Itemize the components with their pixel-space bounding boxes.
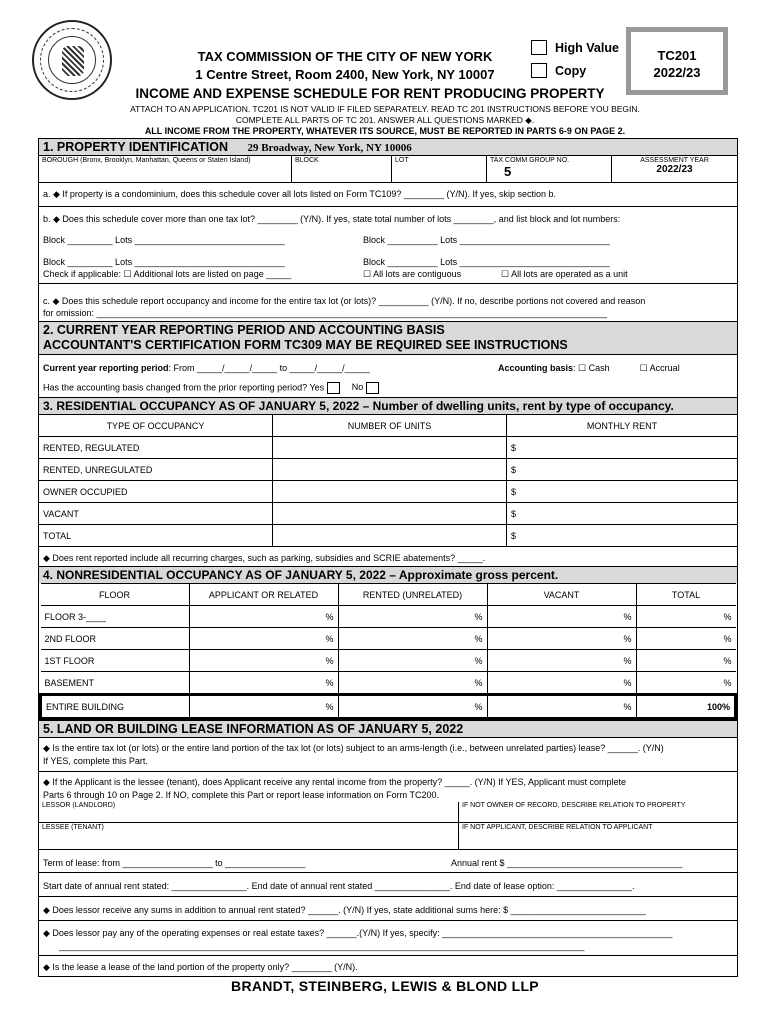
- table-header: NUMBER OF UNITS: [273, 415, 507, 437]
- copy-checkbox[interactable]: Copy: [531, 63, 586, 78]
- group-field[interactable]: TAX COMM GROUP NO. 5: [487, 156, 612, 182]
- rent-field[interactable]: $: [507, 525, 738, 547]
- table-row: OWNER OCCUPIED $: [39, 481, 737, 503]
- omission-field[interactable]: for omission: ______________________________________________________________________________________________________: [43, 308, 608, 318]
- pct-field[interactable]: %: [636, 628, 736, 650]
- table-row: RENTED, REGULATED $: [39, 437, 737, 459]
- assessment-year-field[interactable]: ASSESSMENT YEAR 2022/23: [612, 156, 737, 182]
- instructions-note: ATTACH TO AN APPLICATION. TC201 IS NOT VALID IF FILED SEPARATELY. READ TC 201 INSTRUCTIONS BEFORE YOU BEGIN.: [130, 104, 640, 114]
- table-row: VACANT $: [39, 503, 737, 525]
- pct-field[interactable]: %: [636, 672, 736, 695]
- checkbox-icon: [531, 40, 547, 55]
- lease-term-row: [39, 849, 737, 872]
- rent-field[interactable]: $: [507, 437, 738, 459]
- pct-field[interactable]: %: [189, 695, 338, 719]
- lessor-relation-field[interactable]: IF NOT OWNER OF RECORD, DESCRIBE RELATION TO PROPERTY: [462, 802, 686, 809]
- residential-occupancy-table: [39, 414, 737, 546]
- contiguous-checkbox[interactable]: ☐ All lots are contiguous: [363, 269, 462, 279]
- lease-dates-row[interactable]: Start date of annual rent stated: _______________. End date of annual rent stated _______________. End date of lease option: _______________.: [39, 872, 737, 896]
- page-title: INCOME AND EXPENSE SCHEDULE FOR RENT PRODUCING PROPERTY: [135, 86, 605, 101]
- units-field[interactable]: [273, 437, 507, 459]
- accounting-basis-label: Accounting basis: [498, 363, 574, 373]
- form-body: [38, 138, 738, 977]
- agency-name: TAX COMMISSION OF THE CITY OF NEW YORK: [197, 49, 493, 64]
- units-field[interactable]: [273, 481, 507, 503]
- units-field[interactable]: [273, 459, 507, 481]
- form-id: TC201: [657, 48, 697, 63]
- checkbox-icon: [531, 63, 547, 78]
- no-checkbox[interactable]: [366, 382, 379, 394]
- pct-field[interactable]: %: [338, 672, 487, 695]
- rent-field[interactable]: $: [507, 503, 738, 525]
- instructions-note: COMPLETE ALL PARTS OF TC 201. ANSWER ALL QUESTIONS MARKED ◆.: [235, 115, 535, 125]
- basis-changed-row: Has the accounting basis changed from the prior reporting period? Yes No: [39, 376, 737, 397]
- high-value-checkbox[interactable]: High Value: [531, 40, 619, 55]
- operating-expenses-question: ◆ Does lessor pay any of the operating expenses or real estate taxes? ______.(Y/N) If yes, specify: ______________________________________________ _________________________________________________________________________________________________________: [39, 920, 737, 955]
- question-1c[interactable]: c. ◆ Does this schedule report occupancy and income for the entire tax lot (or lots)? __________ (Y/N). If no, describe portions not covered and reason: [43, 296, 646, 306]
- firm-footer: BRANDT, STEINBERG, LEWIS & BLOND LLP: [231, 978, 539, 994]
- table-header: TYPE OF OCCUPANCY: [39, 415, 273, 437]
- table-row: 1ST FLOOR % % % %: [41, 650, 736, 672]
- table-header: FLOOR: [41, 584, 190, 606]
- operated-as-unit-checkbox[interactable]: ☐ All lots are operated as a unit: [501, 269, 628, 279]
- pct-field[interactable]: %: [487, 606, 636, 628]
- units-field[interactable]: [273, 525, 507, 547]
- additional-sums-question[interactable]: ◆ Does lessor receive any sums in addition to annual rent stated? ______. (Y/N) If yes, state additional sums here: $ ___________________________: [39, 896, 737, 920]
- agency-address: 1 Centre Street, Room 2400, New York, NY 10007: [195, 67, 495, 82]
- pct-field[interactable]: %: [189, 628, 338, 650]
- form-year: 2022/23: [653, 65, 701, 80]
- table-row: RENTED, UNREGULATED $: [39, 459, 737, 481]
- nonresidential-occupancy-table: [39, 583, 737, 720]
- table-header: RENTED (UNRELATED): [338, 584, 487, 606]
- table-row-entire-building: ENTIRE BUILDING % % % 100%: [41, 695, 736, 719]
- reporting-period-label: Current year reporting period: [43, 363, 169, 373]
- total-pct-value: 100%: [636, 695, 736, 719]
- lease-question-1: ◆ Is the entire tax lot (or lots) or the entire land portion of the tax lot (or lots) subject to an arms-length (i.e., between unrelated parties) lease? ______. (Y/N) If YES, complete this Part.: [39, 737, 737, 771]
- units-field[interactable]: [273, 503, 507, 525]
- group-value: 5: [504, 164, 512, 179]
- section-3-header: 3. RESIDENTIAL OCCUPANCY AS OF JANUARY 5, 2022 – Number of dwelling units, rent by type of occupancy.: [39, 397, 737, 414]
- pct-field[interactable]: %: [189, 672, 338, 695]
- pct-field[interactable]: %: [338, 650, 487, 672]
- pct-field[interactable]: %: [338, 695, 487, 719]
- form-header: [160, 48, 530, 84]
- block-field[interactable]: BLOCK: [292, 156, 392, 182]
- section-1-header: 1. PROPERTY IDENTIFICATION 29 Broadway, New York, NY 10006: [39, 139, 737, 155]
- table-header: TOTAL: [636, 584, 736, 606]
- pct-field[interactable]: %: [636, 606, 736, 628]
- reporting-period-row: [39, 354, 737, 376]
- section-5-header: 5. LAND OR BUILDING LEASE INFORMATION AS OF JANUARY 5, 2022: [39, 720, 737, 737]
- lessor-field[interactable]: LESSOR (LANDLORD): [39, 802, 459, 822]
- form-id-box: [626, 27, 728, 95]
- assessment-year-value: 2022/23: [656, 164, 693, 175]
- block-lot-line[interactable]: Block _________ Lots ______________________________: [43, 257, 285, 267]
- pct-field[interactable]: %: [189, 606, 338, 628]
- pct-field[interactable]: %: [338, 606, 487, 628]
- table-row: FLOOR 3-____ % % % %: [41, 606, 736, 628]
- property-id-row: [39, 155, 737, 182]
- pct-field[interactable]: %: [636, 650, 736, 672]
- question-1a[interactable]: a. ◆ If property is a condominium, does this schedule cover all lots listed on Form TC109? ________ (Y/N). If yes, skip section b.: [39, 182, 737, 206]
- lease-term-field[interactable]: Term of lease: from __________________ to ________________: [43, 858, 306, 868]
- lease-question-2: ◆ If the Applicant is the lessee (tenant), does Applicant receive any rental income from the property? _____. (Y/N) If YES, Applicant must complete Parts 6 through 10 on Page 2. If NO, complete this Part or report lease information on Form TC200.: [39, 771, 737, 802]
- section-4-header: 4. NONRESIDENTIAL OCCUPANCY AS OF JANUARY 5, 2022 – Approximate gross percent.: [39, 566, 737, 583]
- question-1c-group: [39, 283, 737, 321]
- question-1b[interactable]: b. ◆ Does this schedule cover more than one tax lot? ________ (Y/N). If yes, state total number of lots ________, and list block and lot numbers:: [43, 214, 621, 224]
- lessee-row: [39, 822, 737, 849]
- lot-field[interactable]: LOT: [392, 156, 487, 182]
- additional-lots-checkbox[interactable]: Check if applicable: ☐ Additional lots are listed on page _____: [43, 269, 292, 279]
- reporting-period-field[interactable]: : From _____/_____/_____ to _____/_____/_____: [168, 363, 370, 373]
- table-row: BASEMENT % % % %: [41, 672, 736, 695]
- yes-checkbox[interactable]: [327, 382, 340, 394]
- table-row: 2ND FLOOR % % % %: [41, 628, 736, 650]
- rent-field[interactable]: $: [507, 481, 738, 503]
- question-1b-group: [39, 206, 737, 283]
- instructions-note-bold: ALL INCOME FROM THE PROPERTY, WHATEVER ITS SOURCE, MUST BE REPORTED IN PARTS 6-9 ON PAGE 2.: [144, 126, 626, 136]
- lessor-row: [39, 802, 737, 822]
- table-header: MONTHLY RENT: [507, 415, 738, 437]
- section-2-header: 2. CURRENT YEAR REPORTING PERIOD AND ACCOUNTING BASIS ACCOUNTANT'S CERTIFICATION FORM TC309 MAY BE REQUIRED SEE INSTRUCTIONS: [39, 321, 737, 354]
- accrual-checkbox[interactable]: ☐ Accrual: [639, 363, 680, 373]
- pct-field[interactable]: %: [487, 695, 636, 719]
- block-lot-line[interactable]: Block __________ Lots ______________________________: [363, 257, 610, 267]
- borough-field[interactable]: BOROUGH (Bronx, Brooklyn, Manhattan, Queens or Staten Island): [39, 156, 292, 182]
- pct-field[interactable]: %: [487, 672, 636, 695]
- pct-field[interactable]: %: [338, 628, 487, 650]
- recurring-charges-question[interactable]: ◆ Does rent reported include all recurring charges, such as parking, subsidies and SCRIE abatements? _____.: [39, 546, 737, 566]
- annual-rent-field[interactable]: Annual rent $ ___________________________________: [451, 858, 683, 868]
- table-header: VACANT: [487, 584, 636, 606]
- property-address-value: 29 Broadway, New York, NY 10006: [247, 142, 412, 154]
- rent-field[interactable]: $: [507, 459, 738, 481]
- pct-field[interactable]: %: [487, 650, 636, 672]
- block-lot-line[interactable]: Block __________ Lots ______________________________: [363, 235, 610, 245]
- cash-checkbox[interactable]: : ☐ Cash: [573, 363, 610, 373]
- pct-field[interactable]: %: [487, 628, 636, 650]
- specify-line[interactable]: _________________________________________________________________________________________________________: [59, 941, 585, 951]
- land-lease-question[interactable]: ◆ Is the lease a lease of the land portion of the property only? ________ (Y/N).: [39, 955, 737, 976]
- block-lot-line[interactable]: Block _________ Lots ______________________________: [43, 235, 285, 245]
- table-row: TOTAL $: [39, 525, 737, 547]
- lessee-relation-field[interactable]: IF NOT APPLICANT, DESCRIBE RELATION TO APPLICANT: [462, 824, 653, 831]
- table-header: APPLICANT OR RELATED: [189, 584, 338, 606]
- pct-field[interactable]: %: [189, 650, 338, 672]
- lessee-field[interactable]: LESSEE (TENANT): [39, 823, 459, 849]
